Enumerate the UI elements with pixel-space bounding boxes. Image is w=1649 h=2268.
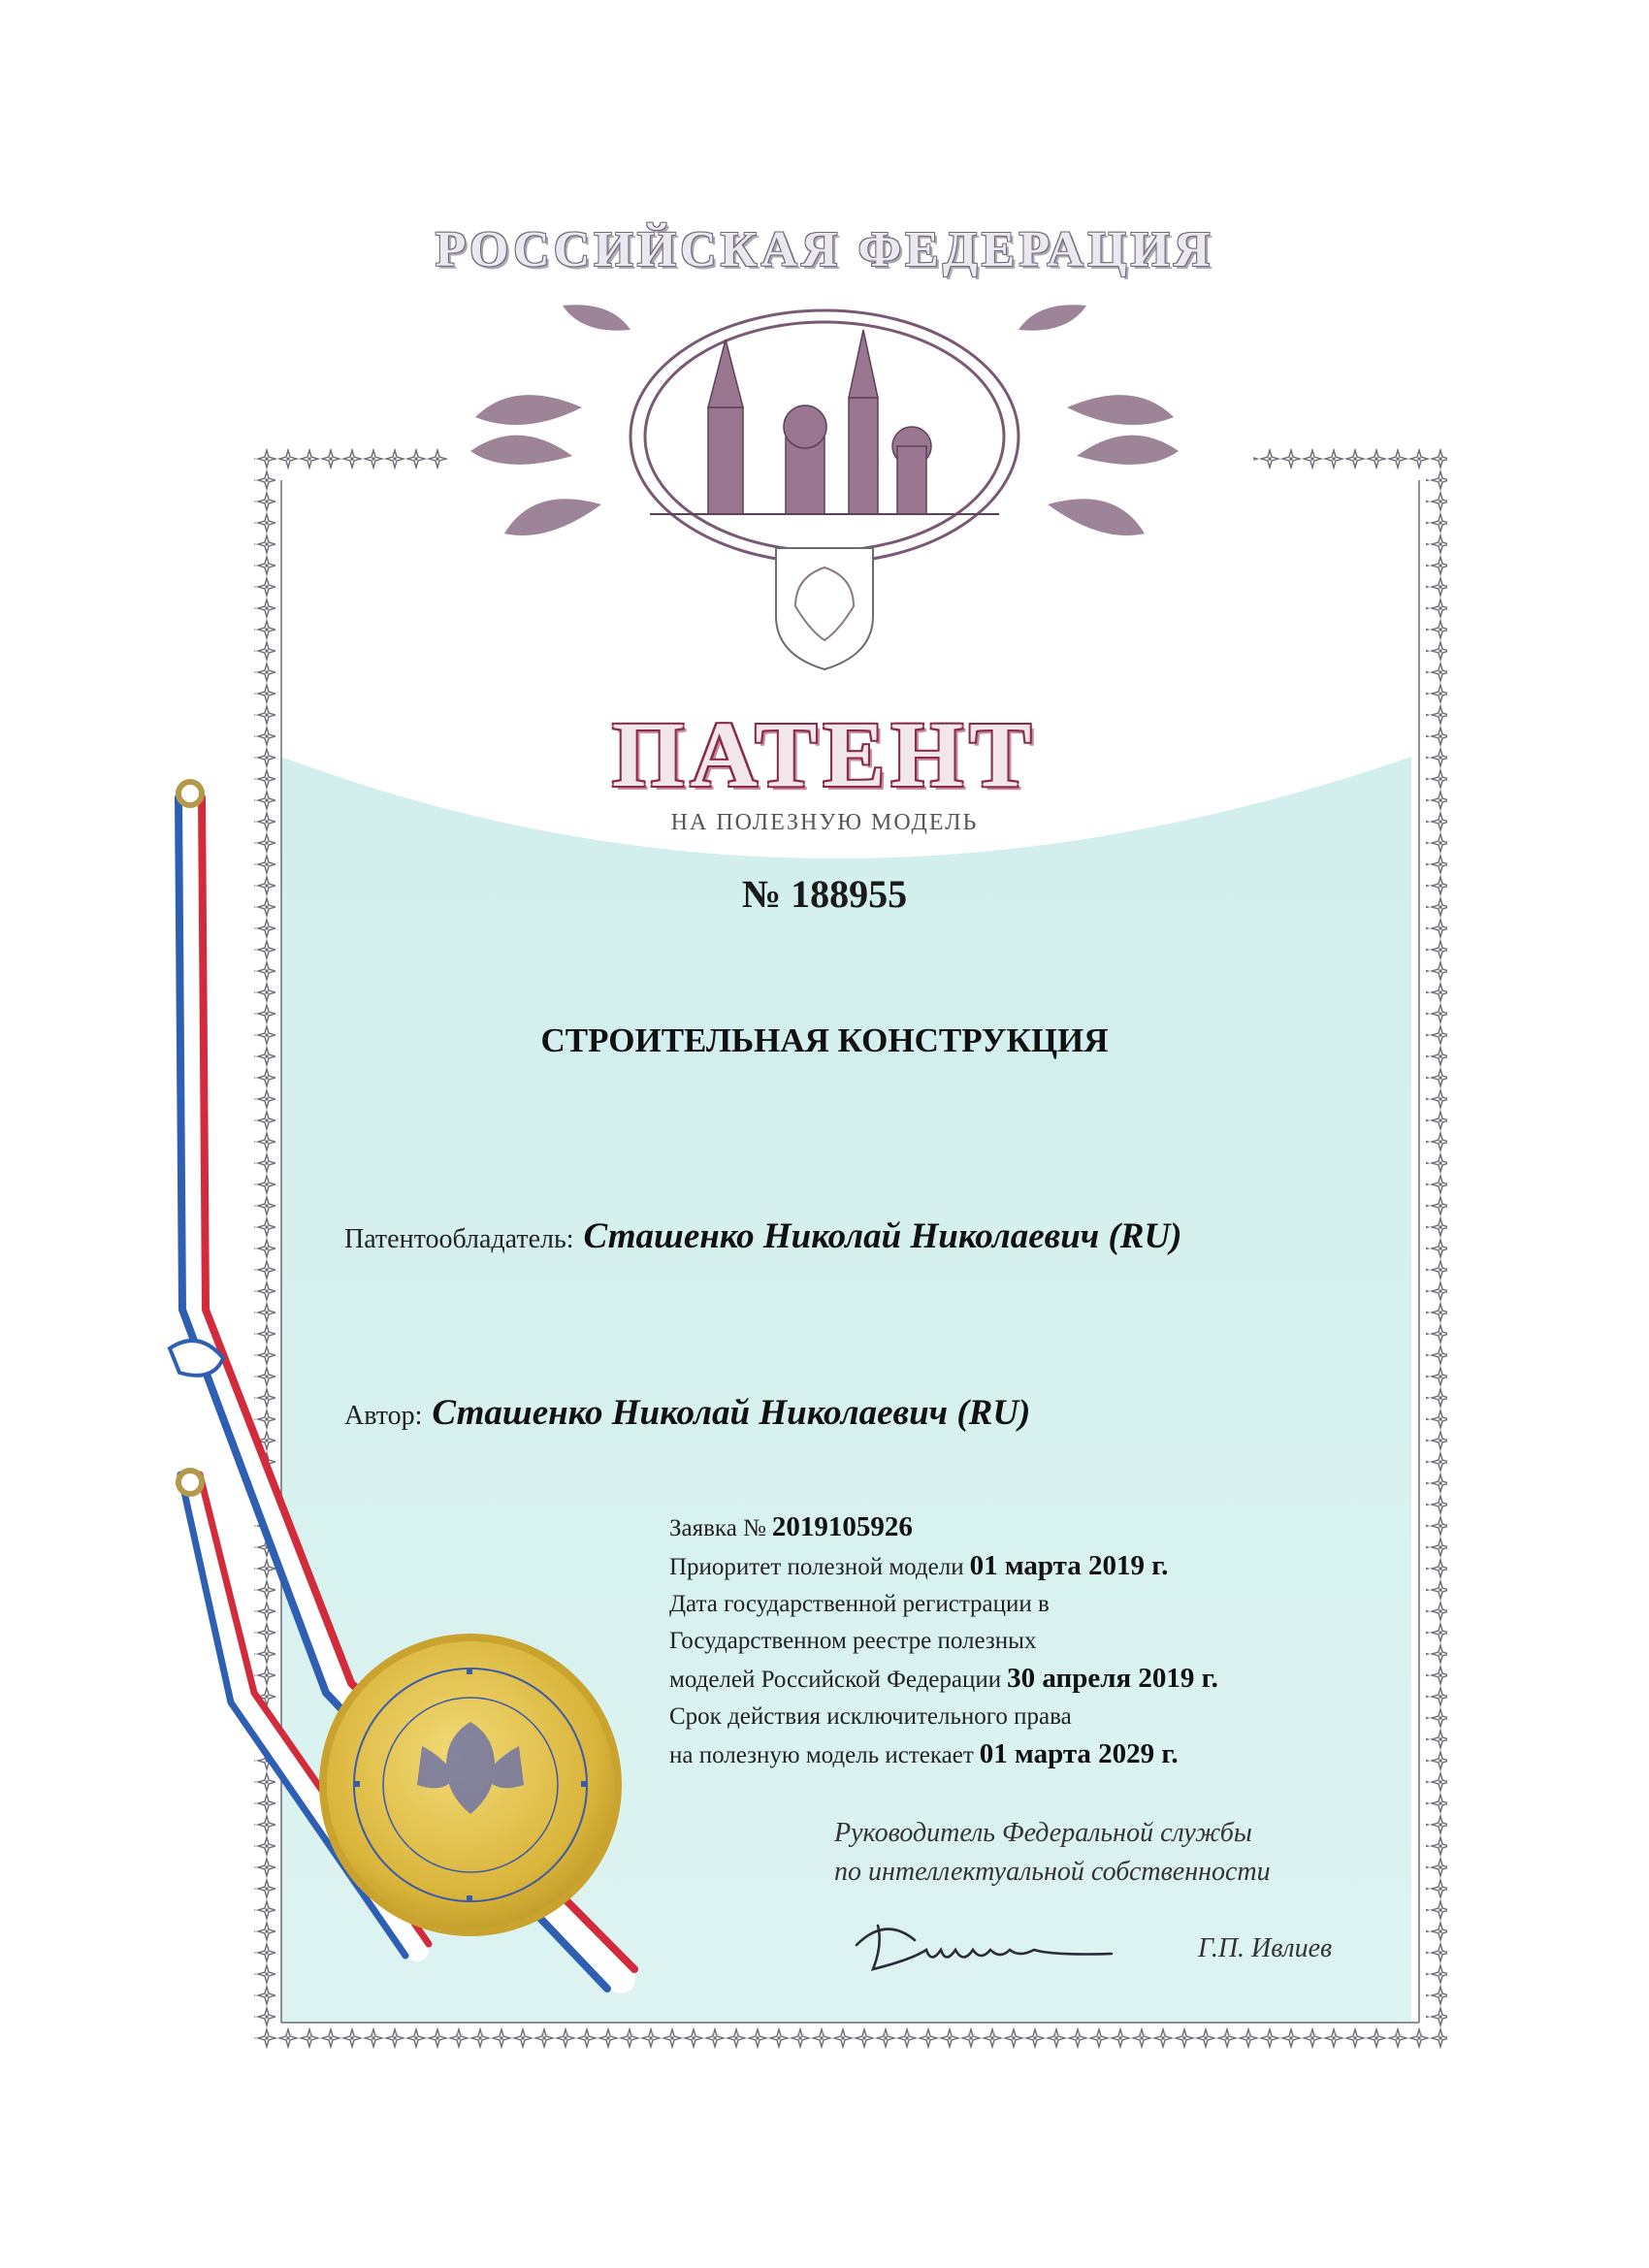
- expiry-date: 01 марта 2029 г.: [979, 1738, 1179, 1769]
- registration-line-3: моделей Российской Федерации: [669, 1667, 1002, 1693]
- handwritten-signature: [849, 1916, 1169, 1984]
- country-header: РОССИЙСКАЯ ФЕДЕРАЦИЯ: [435, 222, 1214, 277]
- application-label: Заявка №: [669, 1515, 766, 1541]
- signer-title-line-2: по интеллектуальной собственности: [834, 1857, 1271, 1887]
- author-label: Автор:: [344, 1401, 423, 1431]
- invention-title: СТРОИТЕЛЬНАЯ КОНСТРУКЦИЯ: [540, 1021, 1109, 1059]
- gold-seal: [315, 1630, 626, 1940]
- signer-name: Г.П. Ивлиев: [1198, 1933, 1333, 1963]
- registration-line-1: Дата государственной регистрации в: [669, 1591, 1050, 1617]
- priority-label: Приоритет полезной модели: [669, 1554, 964, 1580]
- holder-label: Патентообладатель:: [344, 1224, 574, 1254]
- application-number: 2019105926: [771, 1511, 913, 1542]
- document-subtitle: НА ПОЛЕЗНУЮ МОДЕЛЬ: [670, 810, 979, 835]
- priority-date: 01 марта 2019 г.: [969, 1550, 1169, 1581]
- kremlin-emblem: [466, 291, 1183, 698]
- holder-row: [344, 1215, 1182, 1257]
- document-title: ПАТЕНТ: [611, 702, 1038, 806]
- registration-line-2: Государственном реестре полезных: [669, 1628, 1037, 1654]
- author-value: Сташенко Николай Николаевич (RU): [432, 1393, 1031, 1433]
- expiry-line-2: на полезную модель истекает: [669, 1742, 974, 1768]
- author-row: [344, 1392, 1030, 1434]
- signer-title-line-1: Руководитель Федеральной службы: [834, 1818, 1252, 1848]
- registration-date: 30 апреля 2019 г.: [1007, 1663, 1218, 1694]
- signer-title: [834, 1814, 1319, 1892]
- holder-value: Сташенко Николай Николаевич (RU): [583, 1216, 1182, 1256]
- expiry-line-1: Срок действия исключительного права: [669, 1703, 1072, 1730]
- registration-details: [669, 1508, 1218, 1774]
- patent-number: № 188955: [741, 872, 908, 916]
